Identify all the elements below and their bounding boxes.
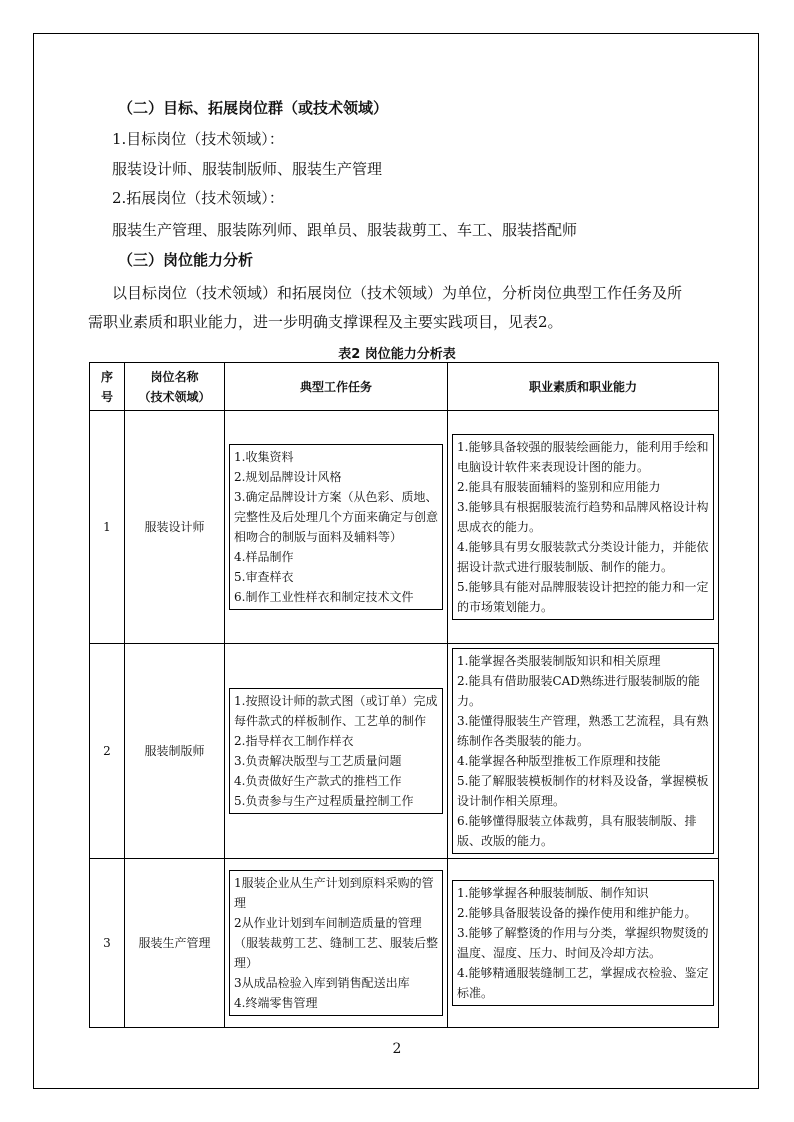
row-abilities bbox=[448, 411, 719, 644]
ability-item: 5.能了解服装模板制作的材料及设备，掌握模板设计制作相关原理。 bbox=[457, 774, 709, 808]
extend-label: 2.拓展岗位（技术领域）： bbox=[112, 189, 284, 207]
header-abilities: 职业素质和职业能力 bbox=[448, 363, 719, 411]
task-item: 5.负责参与生产过程质量控制工作 bbox=[234, 794, 414, 808]
table-row bbox=[90, 411, 719, 644]
task-item: 1服装企业从生产计划到原料采购的管理 bbox=[234, 876, 434, 910]
extend-text: 服装生产管理、服装陈列师、跟单员、服装裁剪工、车工、服装搭配师 bbox=[112, 221, 578, 239]
row-no: 2 bbox=[90, 644, 125, 859]
task-item: 6.制作工业性样衣和制定技术文件 bbox=[234, 590, 414, 604]
ability-item: 1.能够掌握各种服装制版、制作知识 bbox=[457, 886, 649, 900]
section2-heading: （二）目标、拓展岗位群（或技术领域） bbox=[118, 99, 389, 117]
table-row bbox=[90, 644, 719, 859]
table-row bbox=[90, 859, 719, 1028]
page-number: 2 bbox=[392, 1041, 402, 1057]
row-abilities bbox=[448, 644, 719, 859]
row-no: 1 bbox=[90, 411, 125, 644]
ability-item: 2.能够具备服装设备的操作使用和维护能力。 bbox=[457, 906, 697, 920]
ability-item: 4.能掌握各种版型推板工作原理和技能 bbox=[457, 754, 661, 768]
header-no: 序 号 bbox=[90, 363, 125, 411]
task-item: 3.确定品牌设计方案（从色彩、质地、完整性及后处理几个方面来确定与创意相吻合的制版与面料及辅料等） bbox=[234, 490, 439, 544]
row-no: 3 bbox=[90, 859, 125, 1028]
paragraph-line-2: 需职业素质和职业能力，进一步明确支撑课程及主要实践项目，见表2。 bbox=[88, 313, 563, 331]
task-item: 5.审查样衣 bbox=[234, 570, 294, 584]
ability-item: 5.能够具有能对品牌服装设计把控的能力和一定的市场策划能力。 bbox=[457, 580, 709, 614]
ability-item: 3.能够了解整烫的作用与分类，掌握织物熨烫的温度、湿度、压力、时间及冷却方法。 bbox=[457, 926, 709, 960]
task-item: 1.按照设计师的款式图（或订单）完成每件款式的样板制作、工艺单的制作 bbox=[234, 694, 438, 728]
ability-item: 1.能掌握各类服装制版知识和相关原理 bbox=[457, 654, 661, 668]
ability-item: 3.能懂得服装生产管理，熟悉工艺流程，具有熟练制作各类服装的能力。 bbox=[457, 714, 709, 748]
row-post: 服装制版师 bbox=[125, 644, 225, 859]
row-post: 服装生产管理 bbox=[125, 859, 225, 1028]
table-header-row bbox=[90, 363, 719, 411]
row-tasks bbox=[225, 644, 448, 859]
row-abilities bbox=[448, 859, 719, 1028]
task-item: 1.收集资料 bbox=[234, 450, 294, 464]
ability-item: 1.能够具备较强的服装绘画能力，能利用手绘和电脑设计软件来表现设计图的能力。 bbox=[457, 440, 709, 474]
task-item: 2.规划品牌设计风格 bbox=[234, 470, 342, 484]
ability-item: 6.能够懂得服装立体裁剪，具有服装制版、排版、改版的能力。 bbox=[457, 814, 697, 848]
task-item: 3.负责解决版型与工艺质量问题 bbox=[234, 754, 402, 768]
target-text: 服装设计师、服装制版师、服装生产管理 bbox=[112, 160, 383, 178]
task-item: 4.终端零售管理 bbox=[234, 996, 318, 1010]
target-label: 1.目标岗位（技术领域）： bbox=[112, 130, 284, 148]
header-tasks: 典型工作任务 bbox=[225, 363, 448, 411]
table-caption: 表2 岗位能力分析表 bbox=[338, 347, 456, 362]
row-post: 服装设计师 bbox=[125, 411, 225, 644]
ability-item: 4.能够具有男女服装款式分类设计能力，并能依据设计款式进行服装制版、制作的能力。 bbox=[457, 540, 709, 574]
ability-table bbox=[89, 362, 719, 1028]
ability-item: 4.能够精通服装缝制工艺，掌握成衣检验、鉴定标准。 bbox=[457, 966, 709, 1000]
row-tasks bbox=[225, 859, 448, 1028]
ability-item: 2.能具有借助服装CAD熟练进行服装制版的能力。 bbox=[457, 674, 700, 708]
ability-item: 2.能具有服装面辅料的鉴别和应用能力 bbox=[457, 480, 661, 494]
header-post: 岗位名称 （技术领域） bbox=[125, 363, 225, 411]
task-item: 2从作业计划到车间制造质量的管理（服装裁剪工艺、缝制工艺、服装后整理） bbox=[234, 916, 439, 970]
section3-heading: （三）岗位能力分析 bbox=[118, 251, 254, 269]
task-item: 2.指导样衣工制作样衣 bbox=[234, 734, 354, 748]
ability-item: 3.能够具有根据服装流行趋势和品牌风格设计构思成衣的能力。 bbox=[457, 500, 709, 534]
task-item: 3从成品检验入库到销售配送出库 bbox=[234, 976, 410, 990]
task-item: 4.负责做好生产款式的推档工作 bbox=[234, 774, 402, 788]
row-tasks bbox=[225, 411, 448, 644]
task-item: 4.样品制作 bbox=[234, 550, 294, 564]
paragraph-line-1: 以目标岗位（技术领域）和拓展岗位（技术领域）为单位，分析岗位典型工作任务及所 bbox=[112, 284, 683, 302]
